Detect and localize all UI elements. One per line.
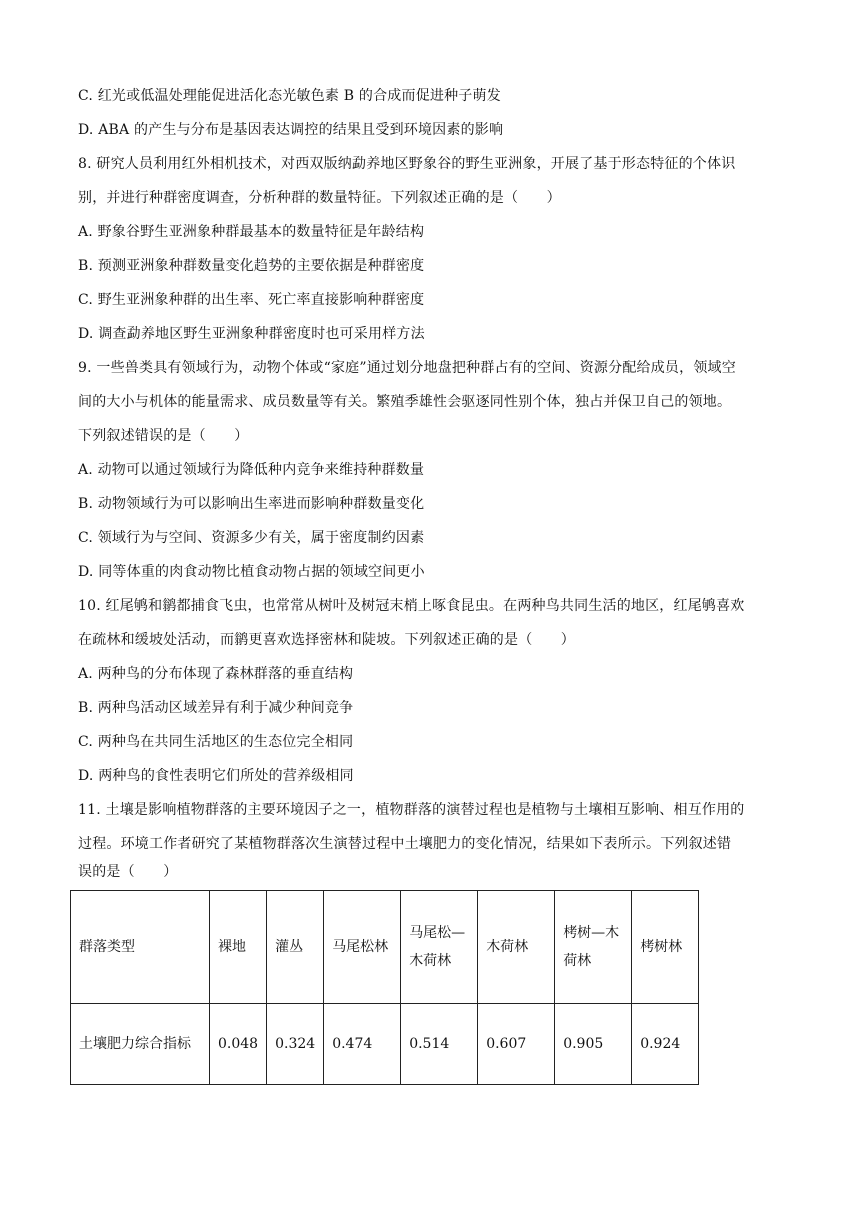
question-11-line-3: 误的是（ ） <box>78 864 178 880</box>
table-cell: 0.474 <box>324 1004 401 1085</box>
option-9b: B. 动物领域行为可以影响出生率进而影响种群数量变化 <box>78 496 425 512</box>
question-10-line-2: 在疏林和缓坡处活动，而鹟更喜欢选择密林和陡坡。下列叙述正确的是（ ） <box>78 632 575 648</box>
option-10d: D. 两种鸟的食性表明它们所处的营养级相同 <box>78 768 354 784</box>
option-8d: D. 调查勐养地区野生亚洲象种群密度时也可采用样方法 <box>78 326 425 342</box>
option-8b: B. 预测亚洲象种群数量变化趋势的主要依据是种群密度 <box>78 258 425 274</box>
question-9-line-1: 9. 一些兽类具有领域行为，动物个体或“家庭”通过划分地盘把种群占有的空间、资源分配给成员，领域空 <box>78 360 736 376</box>
table-header-cell: 裸地 <box>210 891 267 1004</box>
question-8-line-1: 8. 研究人员利用红外相机技术，对西双版纳勐养地区野象谷的野生亚洲象，开展了基于形态特征的个体识 <box>78 156 736 172</box>
question-9-line-2: 间的大小与机体的能量需求、成员数量等有关。繁殖季雄性会驱逐同性别个体，独占并保卫自己的领地。 <box>78 394 732 410</box>
table-header-cell: 栲树—木荷林 <box>555 891 632 1004</box>
option-8a: A. 野象谷野生亚洲象种群最基本的数量特征是年龄结构 <box>78 224 425 240</box>
table-header-cell: 马尾松林 <box>324 891 401 1004</box>
table-header-cell: 马尾松—木荷林 <box>401 891 478 1004</box>
table-header-cell: 栲树林 <box>632 891 699 1004</box>
table-cell: 0.324 <box>267 1004 324 1085</box>
option-10c: C. 两种鸟在共同生活地区的生态位完全相同 <box>78 734 354 750</box>
table-row <box>71 1004 699 1085</box>
option-7d: D. ABA 的产生与分布是基因表达调控的结果且受到环境因素的影响 <box>78 122 504 138</box>
option-9a: A. 动物可以通过领域行为降低种内竞争来维持种群数量 <box>78 462 425 478</box>
option-9c: C. 领域行为与空间、资源多少有关，属于密度制约因素 <box>78 530 425 546</box>
option-8c: C. 野生亚洲象种群的出生率、死亡率直接影响种群密度 <box>78 292 425 308</box>
table-cell: 0.924 <box>632 1004 699 1085</box>
table-cell: 0.514 <box>401 1004 478 1085</box>
question-11-line-2: 过程。环境工作者研究了某植物群落次生演替过程中土壤肥力的变化情况，结果如下表所示。下列叙述错 <box>78 836 732 852</box>
question-11-line-1: 11. 土壤是影响植物群落的主要环境因子之一，植物群落的演替过程也是植物与土壤相互影响、相互作用的 <box>78 802 745 818</box>
table-header-row <box>71 891 699 1004</box>
table-cell: 0.607 <box>478 1004 555 1085</box>
table-row-label: 土壤肥力综合指标 <box>71 1004 210 1085</box>
table-header-cell: 木荷林 <box>478 891 555 1004</box>
option-10a: A. 两种鸟的分布体现了森林群落的垂直结构 <box>78 666 354 682</box>
question-10-line-1: 10. 红尾鸲和鹟都捕食飞虫，也常常从树叶及树冠末梢上啄食昆虫。在两种鸟共同生活的地区，红尾鸲喜欢 <box>78 598 745 614</box>
option-10b: B. 两种鸟活动区域差异有利于减少种间竞争 <box>78 700 354 716</box>
table-header-cell: 灌丛 <box>267 891 324 1004</box>
option-7c: C. 红光或低温处理能促进活化态光敏色素 B 的合成而促进种子萌发 <box>78 88 501 104</box>
question-8-line-2: 别，并进行种群密度调查，分析种群的数量特征。下列叙述正确的是（ ） <box>78 190 561 206</box>
option-9d: D. 同等体重的肉食动物比植食动物占据的领域空间更小 <box>78 564 425 580</box>
table-cell: 0.048 <box>210 1004 267 1085</box>
table-header-cell: 群落类型 <box>71 891 210 1004</box>
table-cell: 0.905 <box>555 1004 632 1085</box>
soil-fertility-table <box>70 890 699 1085</box>
question-9-line-3: 下列叙述错误的是（ ） <box>78 428 249 444</box>
